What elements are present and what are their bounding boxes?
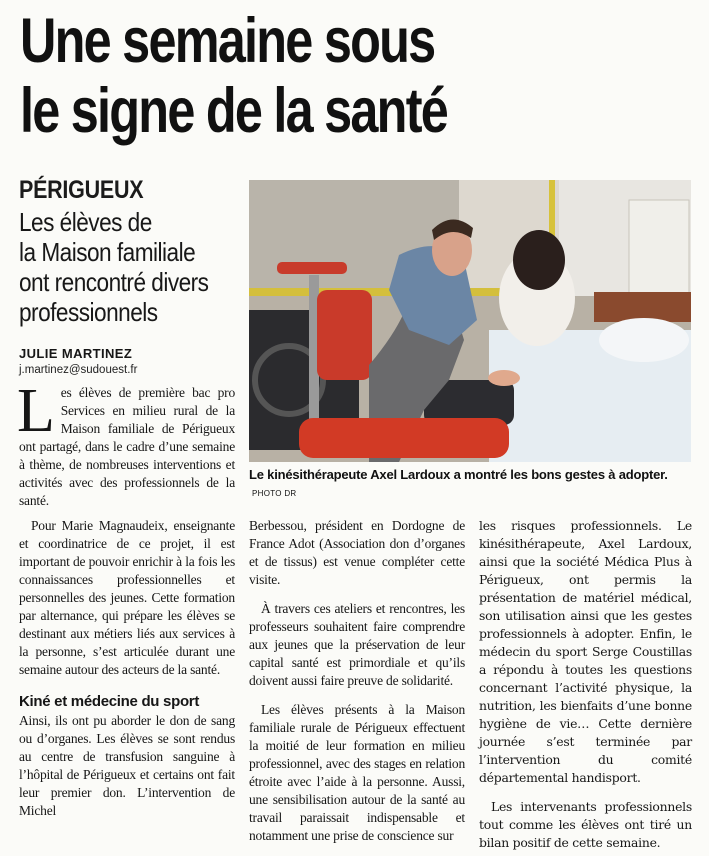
subhead-line-4: professionnels — [19, 297, 158, 327]
lead-text: es élèves de première bac pro Services en milieu rural de la Maison familiale de Périgueux ont partagé, dans le cadre d’une semaine à thème, de nombreuses interventions et activités avec des professionnels de la santé. — [19, 385, 235, 508]
article-photo — [249, 180, 691, 462]
photo-credit: PHOTO DR — [252, 489, 297, 498]
headline-line-2: le signe de la santé — [20, 76, 447, 146]
headline-line-1: Une semaine sous — [20, 6, 435, 76]
headline — [20, 6, 564, 146]
subhead-line-1: Les élèves de — [19, 207, 152, 237]
author-byline: JULIE MARTINEZ — [19, 346, 133, 361]
col1-paragraph-2: Ainsi, ils ont pu aborder le don de sang ou d’organes. Les élèves se sont rendus au centre de transfusion sanguine à l’hôpital de Périgueux et certains ont fait leur premier don. L’intervention de Michel — [19, 713, 235, 818]
caption-text: Le kinésithérapeute Axel Lardoux a montré les bons gestes à adopter. — [249, 467, 668, 482]
col1-paragraph-1: Pour Marie Magnaudeix, enseignante et coordinatrice de ce projet, il est important de pouvoir enrichir à la fois les connaissances professionnelles et personnelles des jeunes. Cette formation par alternance, qui prépare les élèves se destinant aux métiers liés aux services à la personne, s’est articulée durant une semaine autour des acteurs de la santé. — [19, 518, 235, 677]
column-3 — [479, 517, 692, 852]
col2-paragraph-2: À travers ces ateliers et rencontres, les professeurs souhaitent faire comprendre aux jeunes que la préservation de leur capital santé est primordiale et qu’ils doivent aussi faire preuve de solidarité. — [249, 601, 465, 688]
photo-caption — [249, 466, 699, 502]
subhead-line-3: ont rencontré divers — [19, 267, 209, 297]
author-email: j.martinez@sudouest.fr — [19, 364, 138, 376]
col3-paragraph-2: Les intervenants professionnels tout comme les élèves ont tiré un bilan positif de cette semaine. — [479, 799, 692, 850]
lead-paragraph — [17, 377, 235, 510]
subhead-line-2: la Maison familiale — [19, 237, 196, 267]
location-kicker: PÉRIGUEUX — [19, 176, 144, 204]
col2-paragraph-1: Berbessou, président en Dordogne de France Adot (Association don d’organes et de tissus) est venue compléter cette visite. — [249, 518, 465, 587]
column-2 — [249, 517, 465, 845]
drop-cap: L — [17, 377, 55, 445]
column-1 — [19, 517, 235, 820]
section-heading: Kiné et médecine du sport — [19, 693, 200, 710]
photo-illustration — [249, 180, 691, 462]
col3-paragraph-1: les risques professionnels. Le kinésithérapeute, Axel Lardoux, ainsi que la société Médica Plus à Périgueux, ont permis la présentation de matériel médical, son utilisation ainsi que les gestes professionnels à adopter. Enfin, le médecin du sport Serge Coustillas a répondu à toutes les questions concernant l’activité physique, la nutrition, les bienfaits d’une bonne hygiène de vie… Cette dernière journée s’est terminée par l’intervention du comité départemental handisport. — [479, 518, 692, 785]
subheadline — [19, 207, 254, 327]
col2-paragraph-3: Les élèves présents à la Maison familiale rurale de Périgueux effectuent la moitié de leur formation en milieu professionnel, avec des stages en relation étroite avec l’aide à la personne. Aussi, une sensibilisation autour de la santé au travail paraissait indispensable et notamment une prise de conscience sur — [249, 702, 465, 843]
